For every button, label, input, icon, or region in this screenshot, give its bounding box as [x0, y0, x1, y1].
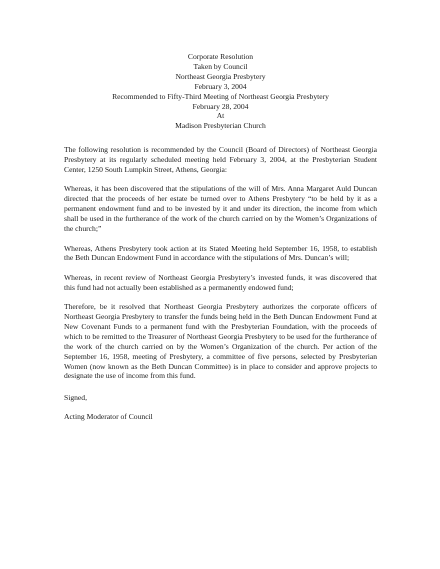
signed-label: Signed,: [64, 393, 87, 403]
intro-paragraph: The following resolution is recommended by the Council (Board of Directors) of Northeast Georgia Presbytery at its regularly scheduled meeting held February 3, 2004, at the Presbyterian Student Center, 1250 South Lumpkin Street, Athens, Georgia:: [64, 145, 377, 175]
header-organization: Northeast Georgia Presbytery: [175, 71, 266, 81]
header-taken-by: Taken by Council: [193, 61, 248, 71]
whereas-will-paragraph: Whereas, it has been discovered that the stipulations of the will of Mrs. Anna Margaret Auld Duncan directed that the proceeds of her estate be turned over to Athens Presbytery “to be held by it as a permanent endowment fund and to be invested by it and under its direction, the income from which shall be used in the furtherance of the work of the church carried on by the Women’s Organizations of the church;”: [64, 184, 377, 234]
header-recommendation: Recommended to Fifty-Third Meeting of Northeast Georgia Presbytery: [112, 91, 329, 101]
whereas-fund-established-paragraph: Whereas, Athens Presbytery took action at its Stated Meeting held September 16, 1958, to establish the Beth Duncan Endowment Fund in accordance with the stipulations of Mrs. Duncan’s will;: [64, 243, 377, 263]
whereas-review-paragraph: Whereas, in recent review of Northeast Georgia Presbytery’s invested funds, it was discovered that this fund had not actually been established as a permanently endowed fund;: [64, 272, 377, 292]
signer-title: Acting Moderator of Council: [64, 412, 153, 422]
header-at: At: [216, 111, 225, 121]
header-title: Corporate Resolution: [187, 52, 254, 61]
resolution-document: [64, 52, 377, 422]
header-location: Madison Presbyterian Church: [175, 121, 266, 131]
therefore-resolved-paragraph: Therefore, be it resolved that Northeast Georgia Presbytery authorizes the corporate officers of Northeast Georgia Presbytery to transfer the funds being held in the Beth Duncan Endowment Fund at New Covenant Funds to a permanent fund with the Presbyterian Foundation, with the proceeds of which to be remitted to the Treasurer of Northeast Georgia Presbytery to be used for the furtherance of the work of the church carried on by the Women’s Organization of the church. Per action of the September 16, 1958, meeting of Presbytery, a committee of five persons, selected by Presbyterian Women (now known as the Beth Duncan Committee) is in place to consider and approve projects to designate the use of income from this fund.: [64, 302, 377, 381]
header-meeting-date: February 28, 2004: [192, 101, 249, 111]
header-council-date: February 3, 2004: [194, 81, 247, 91]
document-header: [64, 52, 377, 131]
